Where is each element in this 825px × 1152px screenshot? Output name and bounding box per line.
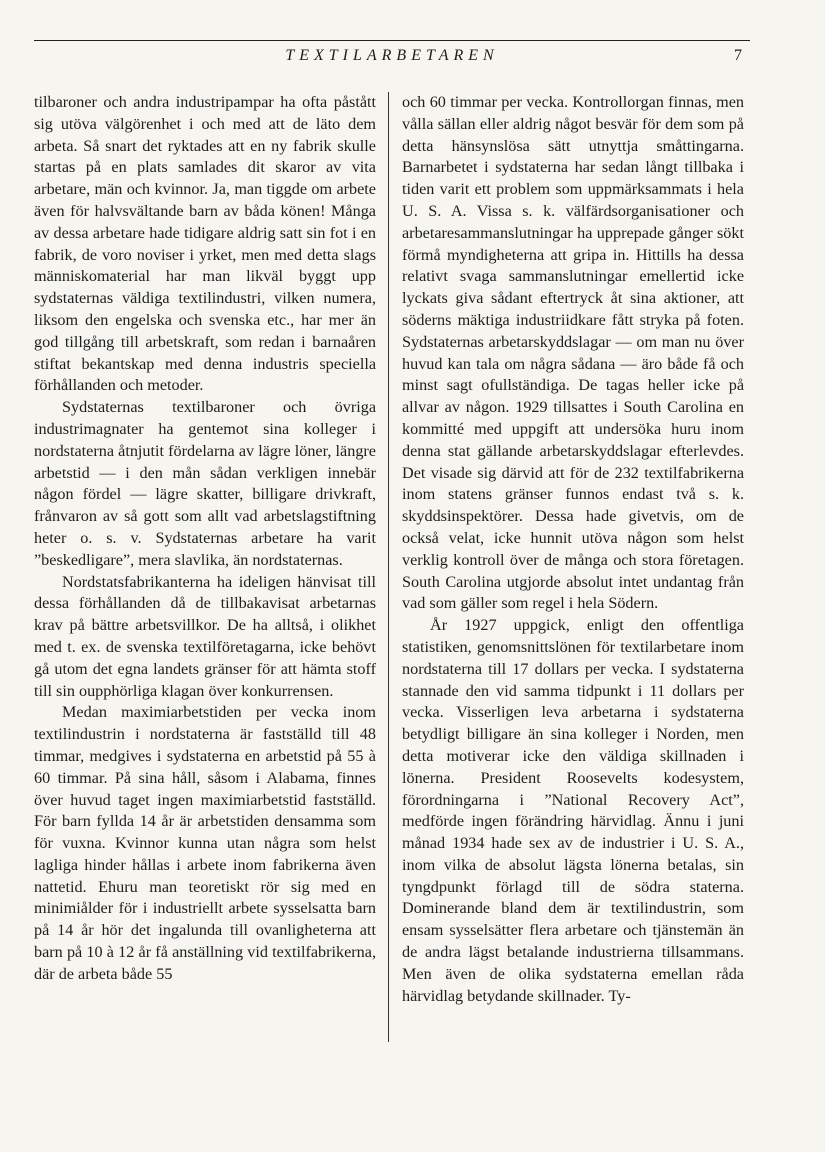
paragraph: och 60 timmar per vecka. Kontrollorgan finnas, men vålla sällan eller aldrig något besvär för dem som på detta hänsynslösa sätt utnyttja småttingarna. Barnarbetet i sydstaterna har sedan långt tillbaka i tiden varit ett problem som uppmärksammats i hela U. S. A. Vissa s. k. välfärdsorganisationer och arbetaresammanslutningar ha upprepade gånger sökt förmå myndigheterna att gripa in. Hittills ha dessa relativt svaga sammanslutningar emellertid icke lyckats giva sådant eftertryck åt sina aktioner, att söderns mäktiga industriidkare fått stryka på foten. Sydstaternas arbetarskyddslagar — om man nu över huvud kan tala om några sådana — äro både få och minst sagt ofullständiga. De tagas heller icke på allvar av någon. 1929 tillsattes i South Carolina en kommitté med uppgift att undersöka huru inom denna stat gällande arbetarskyddslagar efterlevdes. Det visade sig därvid att för de 232 textilfabrikerna inom statens gränser funnos endast två s. k. skyddsinspektörer. Dessa hade givetvis, om de också velat, icke hunnit utöva någon som helst verklig kontroll över de många och stora företagen. South Carolina utgjorde absolut intet undantag från vad som gäller som regel i hela Södern. (402, 93, 744, 613)
paragraph: År 1927 uppgick, enligt den offentliga statistiken, genomsnittslönen för textilarbetare inom nordstaterna till 17 dollars per vecka. I sydstaterna stannade den vid samma tidpunkt i 11 dollars per vecka. Visserligen leva arbetarna i sydstaterna betydligt billigare än sina kolleger i Norden, men detta motiverar icke den väldiga skillnaden i lönerna. President Roosevelts kodesystem, förordningarna i ”National Recovery Act”, medförde ingen förändring härvidlag. Ännu i juni månad 1934 hade sex av de industrier i U. S. A., inom vilka de absolut lägsta lönerna betalas, sin tyngdpunkt förlagd till de södra staterna. Dominerande bland dem är textilindustrin, som ensam sysselsätter flera arbetare och tjänstemän än de andra lägst betalande industrierna tillsammans. Men även de olika sydstaterna emellan råda härvidlag betydande skillnader. Ty- (402, 616, 744, 1005)
left-column (34, 92, 376, 986)
paragraph: tilbaroner och andra industripampar ha ofta påstått sig utöva välgörenhet i och med att de läto dem arbeta. Så snart det ryktades att en ny fabrik skulle startas på en plats samlades dit skaror av vita arbetare, män och kvinnor. Ja, man tiggde om arbete även för halvsvältande barn av båda könen! Många av dessa arbetare hade tidigare aldrig satt sin fot i en fabrik, de voro noviser i yrket, men med detta slags människomaterial har man likväl byggt upp sydstaternas väldiga textilindustri, vilken numera, liksom den engelska och svenska etc., har mer än god tillgång till arbetskraft, som redan i barnaåren stiftat bekantskap med denna industris speciella förhållanden och metoder. (34, 93, 376, 395)
right-column (402, 92, 744, 1007)
paragraph: Medan maximiarbetstiden per vecka inom textilindustrin i nordstaterna är fastställd till 48 timmar, medgives i sydstaterna en arbetstid på 55 à 60 timmar. På sina håll, såsom i Alabama, finnes över huvud taget ingen maximiarbetstid fastställd. För barn fyllda 14 år är arbetstiden densamma som för vuxna. Kvinnor kunna utan några som helst lagliga hinder hållas i arbete inom fabrikerna även nattetid. Ehuru man teoretiskt rör sig med en minimiålder för i industriellt arbete sysselsatta barn på 14 år hör det ingalunda till ovanligheterna att barn på 10 à 12 år få anställning vid textilfabrikerna, där de arbeta både 55 (34, 703, 376, 983)
page-header (34, 40, 750, 71)
running-title: TEXTILARBETAREN (285, 47, 499, 64)
column-divider (388, 92, 389, 1042)
paragraph: Sydstaternas textilbaroner och övriga industrimagnater ha gentemot sina kolleger i nordstaterna åtnjutit fördelarna av lägre löner, längre arbetstid — i den mån sådan verkligen innebär någon fördel — lägre skatter, billigare drivkraft, frånvaron av så gott som allt vad arbetslagstiftning heter o. s. v. Sydstaternas arbetare ha varit ”beskedligare”, mera slavlika, än nordstaternas. (34, 398, 376, 569)
page-number: 7 (734, 47, 742, 64)
paragraph: Nordstatsfabrikanterna ha ideligen hänvisat till dessa förhållanden då de tillbakavisat arbetarnas krav på bättre arbetsvillkor. De ha alltså, i olikhet med t. ex. de svenska textilföretagarna, icke behövt gå utom det egna landets gränser för att hämta stoff till sin oupphörliga klagan över konkurrensen. (34, 572, 376, 700)
